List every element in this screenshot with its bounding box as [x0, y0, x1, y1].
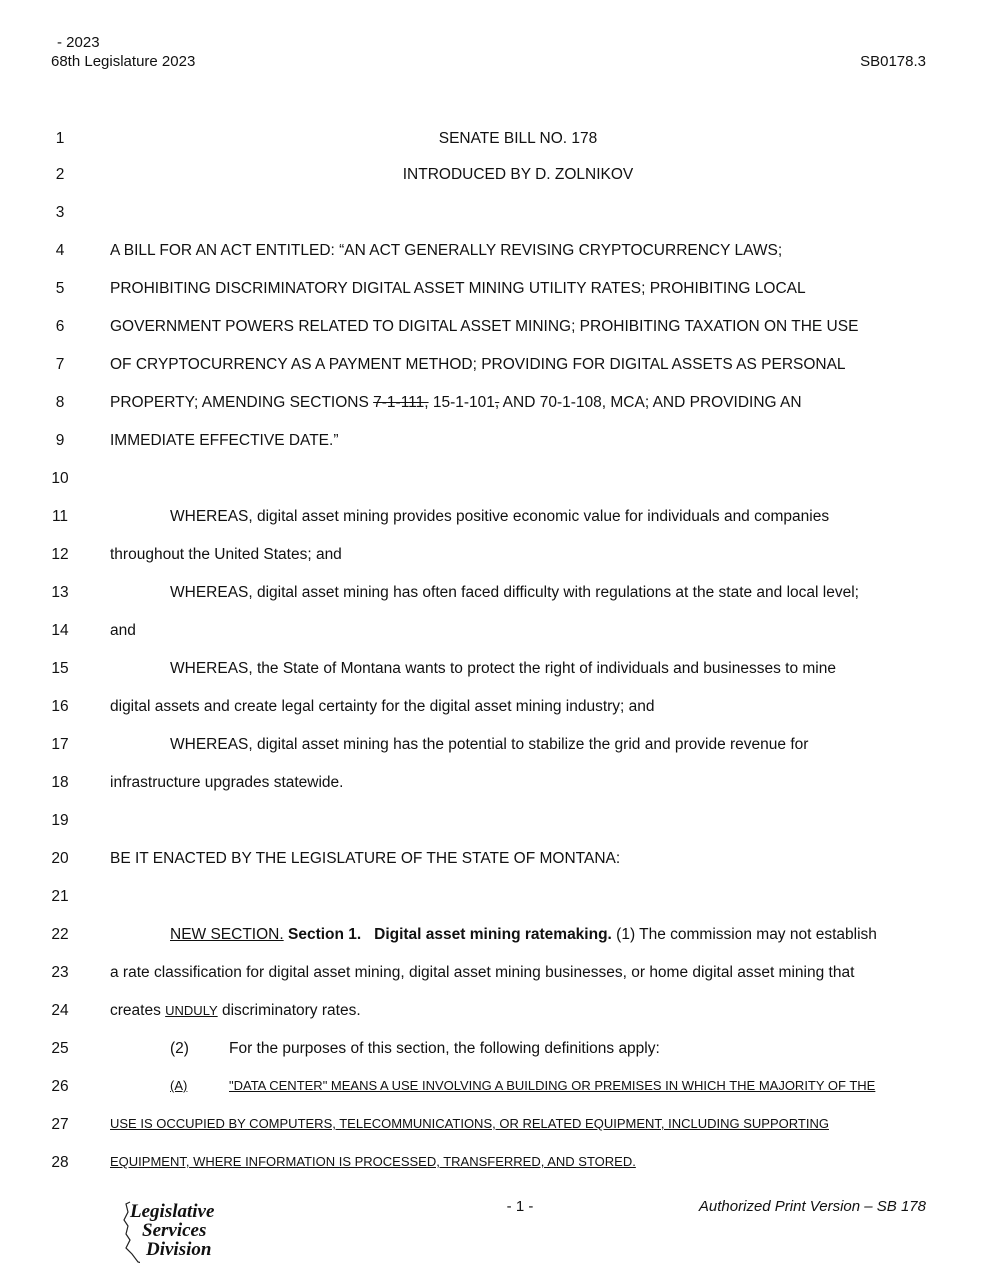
logo-line-2: Services: [142, 1220, 207, 1241]
struck-text: ,: [494, 394, 500, 411]
line-number: 26: [51, 1078, 69, 1095]
line-number: 23: [51, 964, 69, 981]
line-number: 16: [51, 698, 69, 715]
line-4: [0, 242, 991, 266]
line-number: 14: [51, 622, 69, 639]
line-text-part: (1) The commission may not establish: [611, 926, 877, 943]
line-number: 17: [51, 736, 69, 753]
year-tag: - 2023: [57, 34, 100, 51]
line-28: [0, 1154, 991, 1178]
line-number: 22: [51, 926, 69, 943]
inserted-text: EQUIPMENT, WHERE INFORMATION IS PROCESSED, TRANSFERRED, AND STORED.: [110, 1154, 636, 1169]
line-13: [0, 584, 991, 608]
line-number: 4: [55, 242, 65, 259]
line-number: 18: [51, 774, 69, 791]
line-number: 9: [55, 432, 65, 449]
line-text: For the purposes of this section, the following definitions apply:: [229, 1040, 660, 1057]
line-text: PROHIBITING DISCRIMINATORY DIGITAL ASSET MINING UTILITY RATES; PROHIBITING LOCAL: [110, 280, 806, 297]
line-25: [0, 1040, 991, 1064]
line-number: 20: [51, 850, 69, 867]
line-text: WHEREAS, digital asset mining has the potential to stabilize the grid and provide revenue for: [170, 736, 809, 753]
logo-line-3: Division: [146, 1239, 212, 1260]
line-19: [0, 812, 991, 836]
line-text: a rate classification for digital asset mining, digital asset mining businesses, or home digital asset mining that: [110, 964, 855, 981]
line-20: [0, 850, 991, 874]
line-text: digital assets and create legal certainty for the digital asset mining industry; and: [110, 698, 655, 715]
line-text: and: [110, 622, 136, 639]
line-number: 11: [51, 508, 69, 525]
line-text: infrastructure upgrades statewide.: [110, 774, 344, 791]
line-18: [0, 774, 991, 798]
line-text-part: discriminatory rates.: [217, 1002, 361, 1019]
line-number: 1: [55, 130, 65, 147]
line-14: [0, 622, 991, 646]
line-22: [0, 926, 991, 950]
line-number: 15: [51, 660, 69, 677]
bill-code: SB0178.3: [860, 53, 926, 70]
line-text: BE IT ENACTED BY THE LEGISLATURE OF THE STATE OF MONTANA:: [110, 850, 621, 867]
line-7: [0, 356, 991, 380]
section-number: Section 1.: [287, 926, 362, 943]
line-11: [0, 508, 991, 532]
line-text-part: creates: [110, 1002, 166, 1019]
line-text-part: PROPERTY; AMENDING SECTIONS: [110, 394, 374, 411]
line-8: [0, 394, 991, 418]
line-10: [0, 470, 991, 494]
line-number: 19: [51, 812, 69, 829]
line-12: [0, 546, 991, 570]
line-text: [110, 394, 802, 412]
line-3: [0, 204, 991, 228]
line-text: GOVERNMENT POWERS RELATED TO DIGITAL ASSET MINING; PROHIBITING TAXATION ON THE USE: [110, 318, 859, 335]
line-6: [0, 318, 991, 342]
line-number: 8: [55, 394, 65, 411]
line-number: 10: [51, 470, 69, 487]
line-number: 7: [55, 356, 65, 373]
line-number: 21: [51, 888, 69, 905]
line-23: [0, 964, 991, 988]
line-9: [0, 432, 991, 456]
line-number: 5: [55, 280, 65, 297]
line-1: [0, 130, 991, 154]
line-21: [0, 888, 991, 912]
new-section-label: NEW SECTION.: [170, 926, 284, 943]
line-27: [0, 1116, 991, 1140]
line-number: 2: [55, 166, 65, 183]
line-number: 6: [55, 318, 65, 335]
line-17: [0, 736, 991, 760]
sponsor-line: INTRODUCED BY D. ZOLNIKOV: [402, 166, 634, 183]
line-15: [0, 660, 991, 684]
subsection-number: (2): [170, 1040, 189, 1057]
section-title: Digital asset mining ratemaking.: [374, 926, 612, 943]
inserted-text: USE IS OCCUPIED BY COMPUTERS, TELECOMMUNICATIONS, OR RELATED EQUIPMENT, INCLUDING SUPPORTING: [110, 1116, 829, 1131]
line-text: [170, 926, 877, 944]
line-2: [0, 166, 991, 190]
line-text: A BILL FOR AN ACT ENTITLED: “AN ACT GENERALLY REVISING CRYPTOCURRENCY LAWS;: [110, 242, 783, 259]
line-text: throughout the United States; and: [110, 546, 342, 563]
inserted-text: "DATA CENTER" MEANS A USE INVOLVING A BUILDING OR PREMISES IN WHICH THE MAJORITY OF THE: [229, 1078, 876, 1093]
line-16: [0, 698, 991, 722]
logo-line-1: Legislative: [130, 1201, 215, 1222]
page-number: - 1 -: [506, 1198, 534, 1215]
line-text: OF CRYPTOCURRENCY AS A PAYMENT METHOD; PROVIDING FOR DIGITAL ASSETS AS PERSONAL: [110, 356, 846, 373]
line-26: [0, 1078, 991, 1102]
line-number: 25: [51, 1040, 69, 1057]
line-text: IMMEDIATE EFFECTIVE DATE.”: [110, 432, 339, 449]
line-text: WHEREAS, the State of Montana wants to protect the right of individuals and businesses to mine: [170, 660, 836, 677]
line-text: [110, 1002, 361, 1020]
legislature-label: 68th Legislature 2023: [51, 53, 196, 70]
line-text-part: 15-1-101: [428, 394, 495, 411]
line-number: 3: [55, 204, 65, 221]
line-text-part: AND 70-1-108, MCA; AND PROVIDING AN: [499, 394, 802, 411]
line-number: 27: [51, 1116, 69, 1133]
subsection-letter: (A): [170, 1078, 188, 1093]
authorized-print-label: Authorized Print Version – SB 178: [698, 1198, 926, 1215]
line-24: [0, 1002, 991, 1026]
line-text: WHEREAS, digital asset mining provides positive economic value for individuals and companies: [170, 508, 830, 525]
inserted-text: UNDULY: [165, 1003, 218, 1018]
line-5: [0, 280, 991, 304]
line-number: 28: [51, 1154, 69, 1171]
line-text: WHEREAS, digital asset mining has often faced difficulty with regulations at the state and local level;: [170, 584, 859, 601]
line-number: 12: [51, 546, 69, 563]
struck-text: 7-1-111,: [373, 394, 429, 411]
bill-title: SENATE BILL NO. 178: [438, 130, 598, 147]
line-number: 13: [51, 584, 69, 601]
line-number: 24: [51, 1002, 69, 1019]
